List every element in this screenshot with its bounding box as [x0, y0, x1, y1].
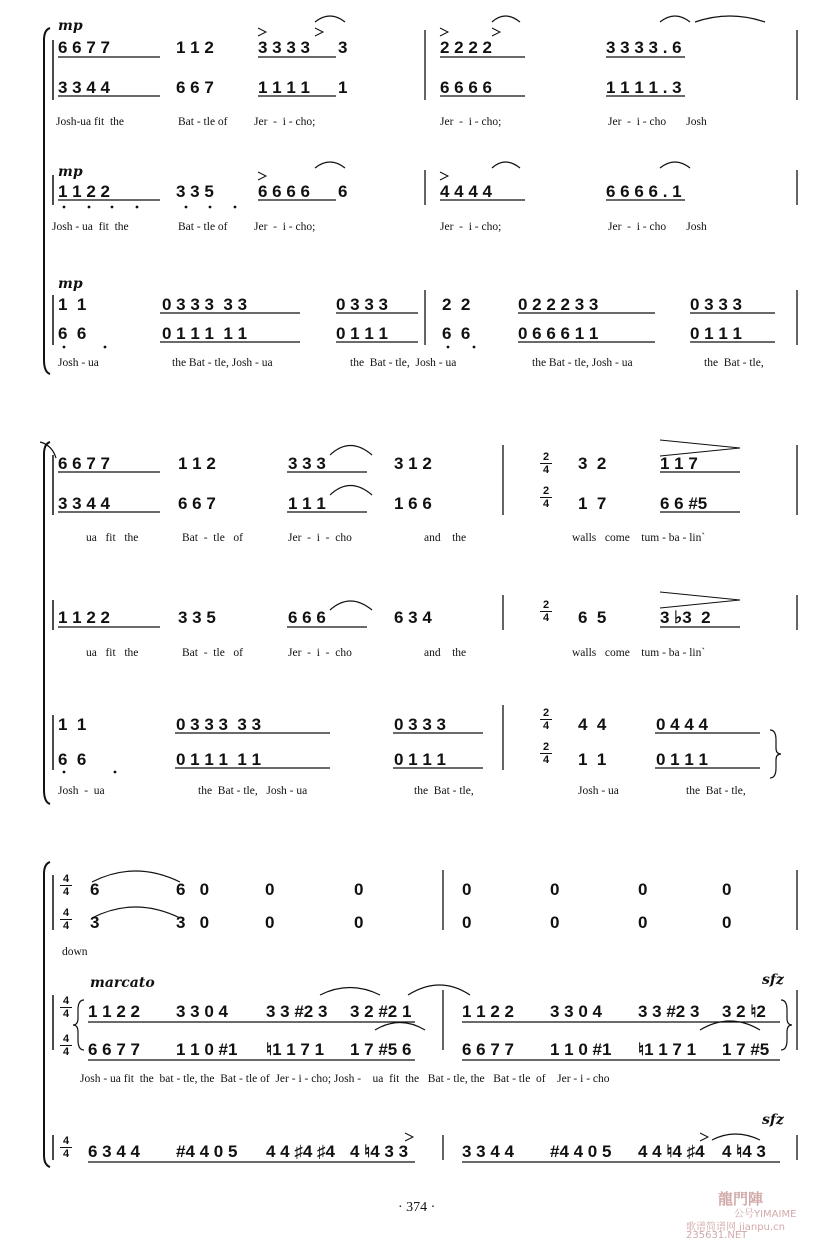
b2-measure: 0 1 1 1 1 1 [176, 750, 262, 769]
watermark-text: 235631.NET [686, 1230, 748, 1241]
t1-measure-1d: 6 [338, 182, 348, 201]
t2-measure: 1 1 0 #1 [550, 1040, 612, 1059]
b1-measure: 0 3 3 3 [394, 715, 446, 734]
time-signature-4-4: 4 4 [60, 908, 72, 931]
b1-measure: 0 3 3 3 3 3 [162, 295, 248, 314]
b1-measure: 4 4 ♯4 ♯4 [266, 1142, 335, 1161]
watermark-text: 公号YIMAIME [734, 1209, 797, 1220]
t2-measure: ♮1 1 7 1 [638, 1040, 697, 1059]
time-signature-4-4: 4 4 [60, 874, 72, 897]
time-signature-2-4: 2 4 [540, 600, 552, 623]
s1-measure: 1 1 7 [660, 454, 698, 473]
b2-measure: 0 1 1 1 [394, 750, 446, 769]
lyric: down [62, 946, 88, 958]
lyric: ua fit the [86, 532, 139, 544]
time-signature-2-4: 2 4 [540, 708, 552, 731]
s1-measure: 6 6 7 7 [58, 454, 110, 473]
t1-measure: 6 5 [578, 608, 607, 627]
b1-measure: 1 1 [58, 295, 87, 314]
b2-measure: 6 6 [58, 324, 87, 343]
s2-measure: 6 6 #5 [660, 494, 708, 513]
b2-measure: 6 6 [58, 750, 87, 769]
t1-measure: 6 6 6 [288, 608, 326, 627]
lyric: the Bat - tle, Josh - ua [198, 785, 308, 797]
s1-measure: 3 2 [578, 454, 607, 473]
b1-measure: 4 4 [578, 715, 607, 734]
s2-measure: 1 6 6 [394, 494, 432, 513]
t1-measure-1c: 6 6 6 6 [258, 182, 310, 201]
lyric: the Bat - tle, [704, 357, 764, 369]
s1-note: 6 [90, 880, 100, 899]
b2-measure: 1 1 [578, 750, 607, 769]
lyric: Bat - tle of [178, 116, 228, 128]
lyric: Jer - i - cho; [440, 116, 502, 128]
t2-measure: 1 1 0 #1 [176, 1040, 238, 1059]
lyric: walls come tum - ba - lin` [572, 532, 706, 544]
s1-measure-1c: 3 3 3 3 [258, 38, 310, 57]
s2-note: 0 [354, 913, 364, 932]
lyric: and the [424, 647, 467, 659]
b2-measure: 0 1 1 1 1 1 [162, 324, 248, 343]
lyric: Josh - ua [58, 357, 99, 369]
t1-measure: 3 3 5 [178, 608, 216, 627]
lyric: Jer - i - cho; [254, 221, 316, 233]
lyric: Jer - i - cho [288, 647, 352, 659]
s2-note: 0 [722, 913, 732, 932]
b1-measure: 1 1 [58, 715, 87, 734]
t1-measure: 1 1 2 2 [462, 1002, 514, 1021]
lyric: Bat - tle of [182, 532, 243, 544]
t1-measure: 3 3 #2 3 [638, 1002, 700, 1021]
time-signature-4-4: 4 4 [60, 1034, 72, 1057]
s1-note: 0 [265, 880, 275, 899]
b1-measure: 4 ♮4 3 3 [350, 1142, 409, 1161]
s1-note: 0 [462, 880, 472, 899]
dynamic-mp: mp [58, 18, 83, 34]
s1-measure-1b: 1 1 2 [176, 38, 214, 57]
lyric: Jer - i - cho [288, 532, 352, 544]
lyric: Josh-ua fit the [56, 116, 125, 128]
t1-measure: 3 3 0 4 [176, 1002, 228, 1021]
s1-note: 0 [354, 880, 364, 899]
low-octave-dots [63, 206, 476, 774]
t1-measure: 3 ♭3 2 [660, 608, 711, 627]
b1-measure: 0 3 3 3 [690, 295, 742, 314]
t2-measure: 1 7 #5 [722, 1040, 770, 1059]
dynamic-sfz: sfz [762, 1112, 784, 1128]
s1-measure: 1 1 2 [178, 454, 216, 473]
b1-measure: 3 3 4 4 [462, 1142, 514, 1161]
b1-measure: 4 4 ♮4 ♯4 [638, 1142, 705, 1161]
b1-measure: #4 4 0 5 [176, 1142, 238, 1161]
lyric: Jer - i - cho; [254, 116, 316, 128]
s1-measure-1a: 6 6 7 7 [58, 38, 110, 57]
b1-measure: 4 ♮4 3 [722, 1142, 766, 1161]
watermark-text: 龍門陣 [718, 1190, 764, 1208]
dynamic-sfz: sfz [762, 972, 784, 988]
t1-measure: 3 2 #2 1 [350, 1002, 412, 1021]
s1-note: 6 0 [176, 880, 210, 899]
t1-measure: 3 3 #2 3 [266, 1002, 328, 1021]
t1-measure: 1 1 2 2 [58, 608, 110, 627]
lyric: Jer - i - cho; [440, 221, 502, 233]
s2-measure: 1 7 [578, 494, 607, 513]
lyric: the Bat - tle, Josh - ua [172, 357, 273, 369]
b2-measure: 0 6 6 6 1 1 [518, 324, 599, 343]
lyric: Josh - ua [58, 785, 105, 797]
b1-measure: 0 3 3 3 [336, 295, 388, 314]
t1-measure-1a: 1 1 2 2 [58, 182, 110, 201]
s1-note: 0 [550, 880, 560, 899]
b2-measure: 0 1 1 1 [336, 324, 388, 343]
lyric: walls come tum - ba - lin` [572, 647, 706, 659]
dynamic-mp: mp [58, 164, 83, 180]
lyric: the Bat - tle, Josh - ua [350, 357, 457, 369]
dynamic-marcato: marcato [90, 975, 155, 991]
lyric: Bat - tle of [178, 221, 228, 233]
lyric: Josh - ua [578, 785, 619, 797]
s1-note: 0 [722, 880, 732, 899]
s2-measure: 1 1 1 [288, 494, 326, 513]
s2-note: 0 [462, 913, 472, 932]
t1-measure: 3 2 ♮2 [722, 1002, 766, 1021]
b1-measure: 0 4 4 4 [656, 715, 708, 734]
time-signature-2-4: 2 4 [540, 486, 552, 509]
s2-measure-1c: 1 1 1 1 [258, 78, 310, 97]
s2-measure-1b: 6 6 7 [176, 78, 214, 97]
s2-measure: 3 3 4 4 [58, 494, 110, 513]
page-number: · 374 · [398, 1200, 436, 1215]
dynamic-mp: mp [58, 276, 83, 292]
b1-measure: 0 3 3 3 3 3 [176, 715, 262, 734]
s2-measure-1a: 3 3 4 4 [58, 78, 110, 97]
s2-measure-1d: 1 [338, 78, 348, 97]
s1-note: 0 [638, 880, 648, 899]
lyric: and the [424, 532, 467, 544]
b1-measure: 2 2 [442, 295, 471, 314]
lyric: ua fit the [86, 647, 139, 659]
lyric: Josh - ua fit the bat - tle, the Bat - tle of Jer - i - cho; Josh - ua fit the Bat - tle, the Bat - tle of Jer - i - cho [80, 1073, 610, 1085]
lyric: the Bat - tle, Josh - ua [532, 357, 633, 369]
t2-measure: 6 6 7 7 [88, 1040, 140, 1059]
s2-note: 0 [265, 913, 275, 932]
b2-measure: 0 1 1 1 [656, 750, 708, 769]
lyric: the Bat - tle, [414, 785, 474, 797]
lyric: Bat - tle of [182, 647, 243, 659]
t1-measure-2b: 6 6 6 6 . 1 [606, 182, 682, 201]
t1-measure-2a: 4 4 4 4 [440, 182, 492, 201]
b1-measure: 6 3 4 4 [88, 1142, 140, 1161]
lyric: Jer - i - cho Josh [608, 116, 707, 128]
s2-note: 3 0 [176, 913, 210, 932]
time-signature-4-4: 4 4 [60, 1136, 72, 1159]
time-signature-4-4: 4 4 [60, 996, 72, 1019]
b1-measure: #4 4 0 5 [550, 1142, 612, 1161]
s2-note: 0 [638, 913, 648, 932]
s1-measure: 3 3 3 [288, 454, 326, 473]
s1-measure: 3 1 2 [394, 454, 432, 473]
t2-measure: ♮1 1 7 1 [266, 1040, 325, 1059]
t1-measure: 3 3 0 4 [550, 1002, 602, 1021]
lyric: Jer - i - cho Josh [608, 221, 707, 233]
s2-measure-2a: 6 6 6 6 [440, 78, 492, 97]
s2-measure-2b: 1 1 1 1 . 3 [606, 78, 682, 97]
t2-measure: 6 6 7 7 [462, 1040, 514, 1059]
s2-note: 0 [550, 913, 560, 932]
s1-measure-2a: 2 2 2 2 [440, 38, 492, 57]
time-signature-2-4: 2 4 [540, 742, 552, 765]
b1-measure: 0 2 2 2 3 3 [518, 295, 599, 314]
t1-measure: 6 3 4 [394, 608, 432, 627]
s1-measure-1d: 3 [338, 38, 348, 57]
s2-note: 3 [90, 913, 100, 932]
s1-measure-2b: 3 3 3 3 . 6 [606, 38, 682, 57]
b2-measure: 6 6 [442, 324, 471, 343]
t1-measure-1b: 3 3 5 [176, 182, 214, 201]
b2-measure: 0 1 1 1 [690, 324, 742, 343]
lyric: the Bat - tle, [686, 785, 746, 797]
t2-measure: 1 7 #5 6 [350, 1040, 412, 1059]
lyric: Josh - ua fit the [52, 221, 129, 233]
s2-measure: 6 6 7 [178, 494, 216, 513]
watermark-text: 歌谱简谱网 jianpu.cn [686, 1222, 785, 1233]
t1-measure: 1 1 2 2 [88, 1002, 140, 1021]
time-signature-2-4: 2 4 [540, 452, 552, 475]
